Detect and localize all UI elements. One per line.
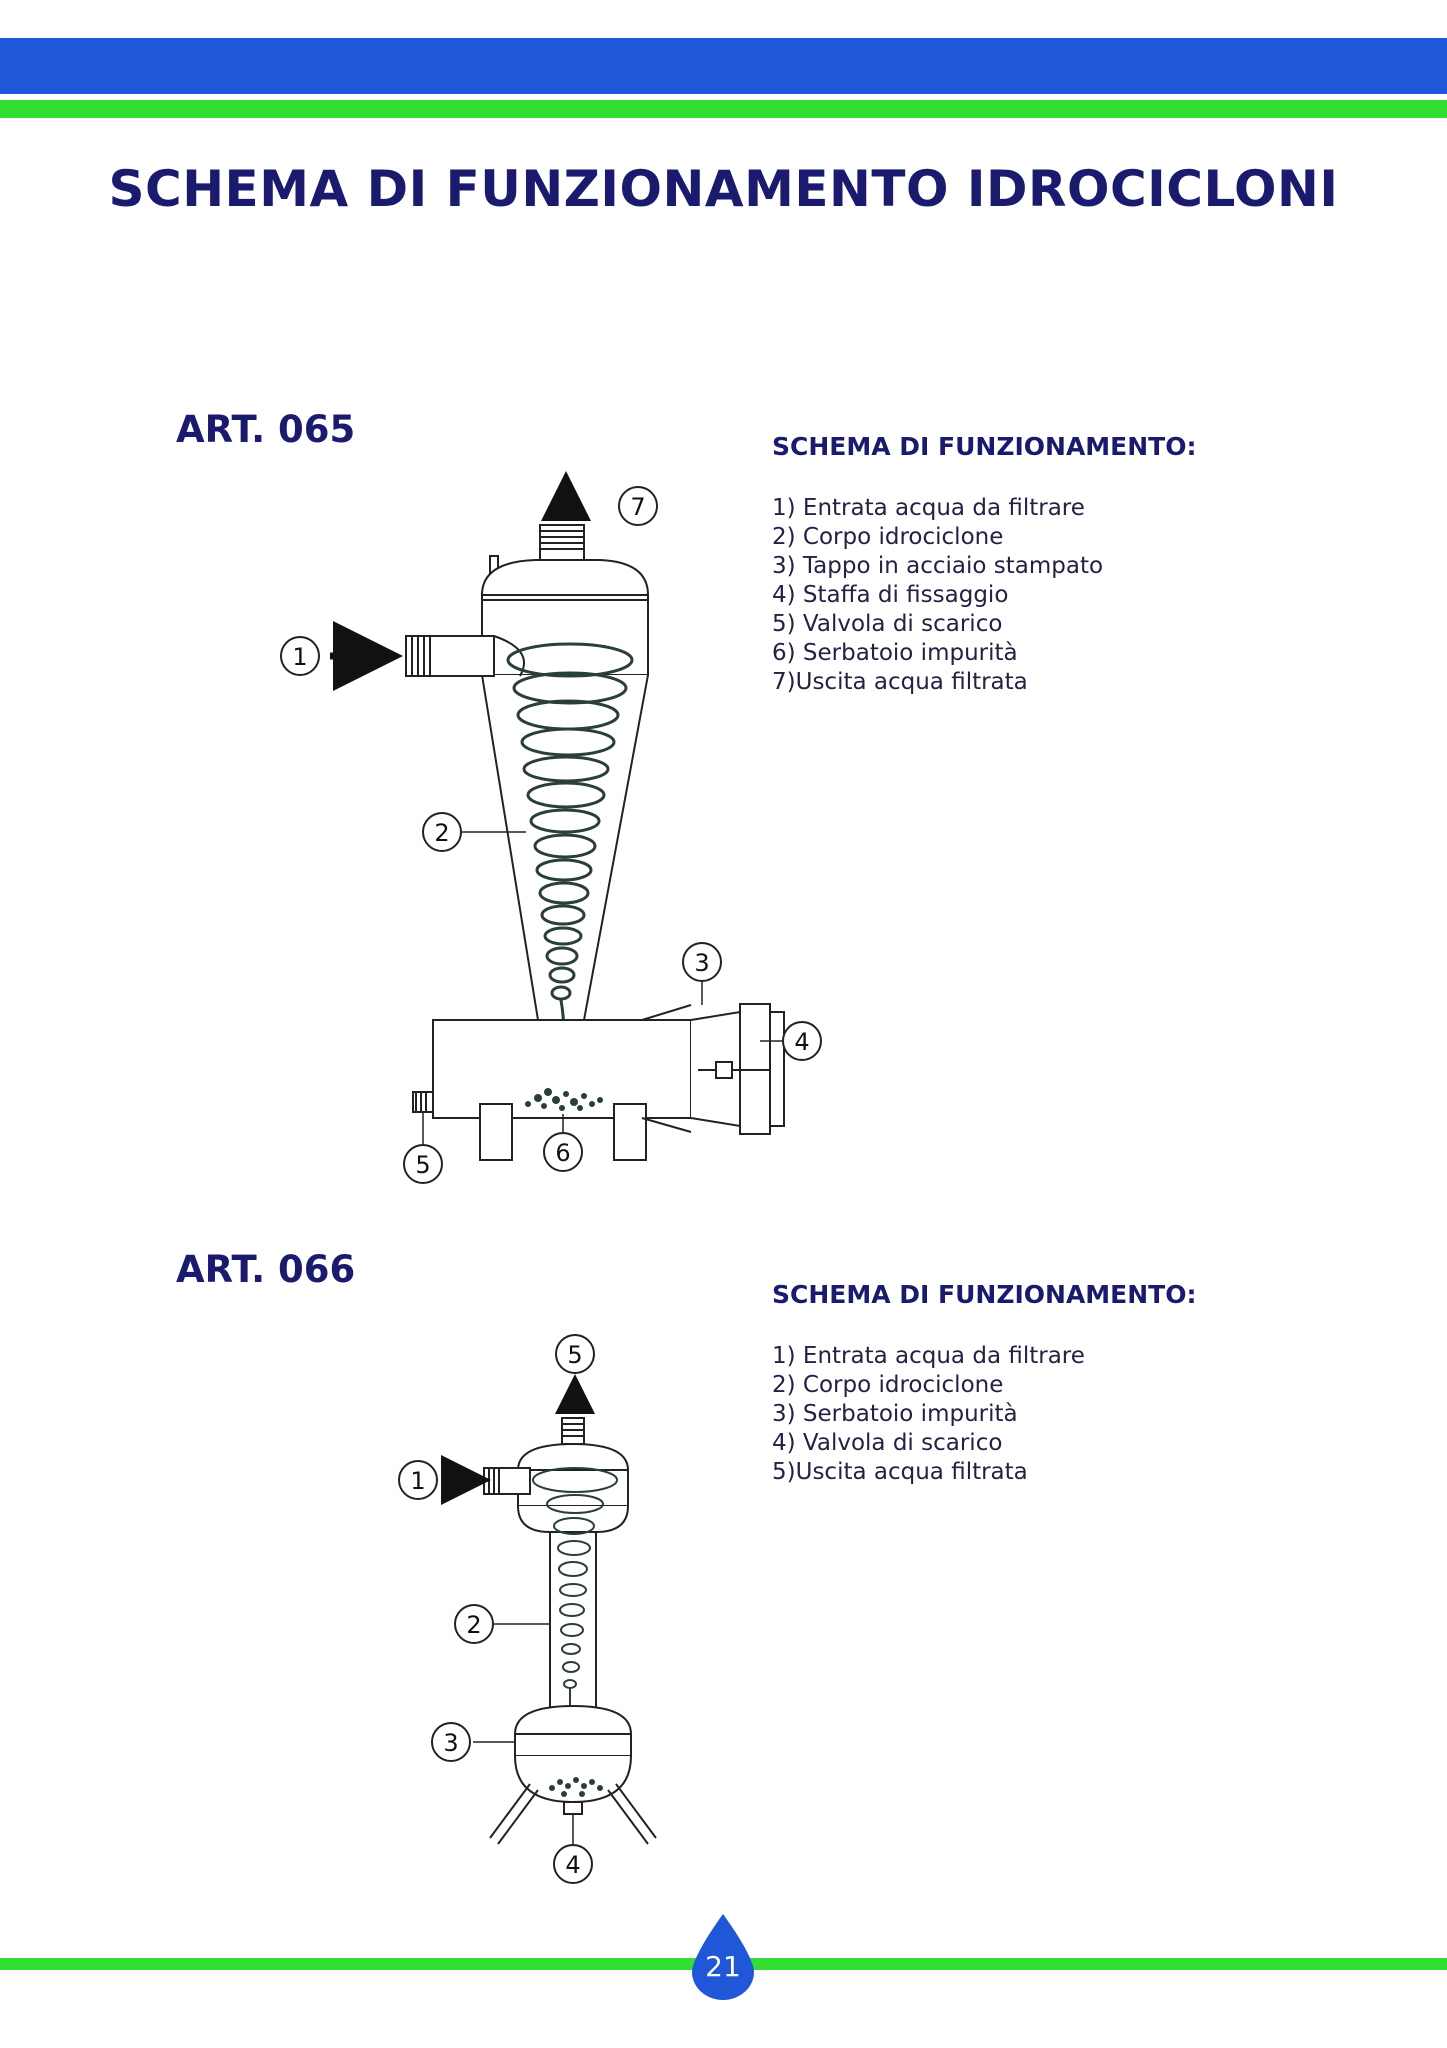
art-065-diagram — [406, 525, 784, 1160]
art-066-diagram — [484, 1418, 656, 1844]
callout-label: 5 — [415, 1151, 431, 1179]
inlet-pipe — [406, 636, 494, 676]
legend-item: 5) Valvola di scarico — [772, 611, 1003, 637]
callout-label: 4 — [565, 1851, 581, 1879]
inlet-pipe — [484, 1468, 530, 1494]
legend-item: 4) Staffa di fissaggio — [772, 582, 1009, 608]
legend-item: 2) Corpo idrociclone — [772, 1372, 1004, 1398]
legend-item: 4) Valvola di scarico — [772, 1430, 1003, 1456]
art-066-title: ART. 066 — [176, 1248, 356, 1291]
callout-label: 4 — [794, 1028, 810, 1056]
legend-item: 7)Uscita acqua filtrata — [772, 669, 1028, 695]
legend-item: 6) Serbatoio impurità — [772, 640, 1018, 666]
legend-item: 5)Uscita acqua filtrata — [772, 1459, 1028, 1485]
legend-item: 3) Tappo in acciaio stampato — [772, 553, 1104, 579]
callout-label: 2 — [434, 819, 450, 847]
callout-label: 1 — [292, 643, 308, 671]
callout-label: 1 — [410, 1467, 426, 1495]
legend-item: 2) Corpo idrociclone — [772, 524, 1004, 550]
legend-item: 1) Entrata acqua da filtrare — [772, 495, 1085, 521]
cyclone-body — [550, 1532, 596, 1710]
legend-item: 1) Entrata acqua da filtrare — [772, 1343, 1085, 1369]
callout-label: 5 — [567, 1341, 583, 1369]
art-065-title: ART. 065 — [176, 408, 356, 451]
cyclone-head — [482, 595, 648, 675]
callout-label: 6 — [555, 1139, 571, 1167]
callout-label: 3 — [694, 949, 710, 977]
callout-label: 3 — [443, 1729, 459, 1757]
impurity-tank — [515, 1734, 631, 1756]
drain-valve — [564, 1802, 582, 1814]
callout-label: 2 — [466, 1611, 482, 1639]
impurity-tank — [433, 1020, 691, 1118]
art-065-schema-heading: SCHEMA DI FUNZIONAMENTO: — [772, 432, 1197, 461]
page-title: SCHEMA DI FUNZIONAMENTO IDROCICLONI — [108, 160, 1339, 218]
callout-label: 7 — [630, 493, 646, 521]
page-number: 21 — [705, 1950, 741, 1983]
art-066-schema-heading: SCHEMA DI FUNZIONAMENTO: — [772, 1280, 1197, 1309]
legend-item: 3) Serbatoio impurità — [772, 1401, 1018, 1427]
